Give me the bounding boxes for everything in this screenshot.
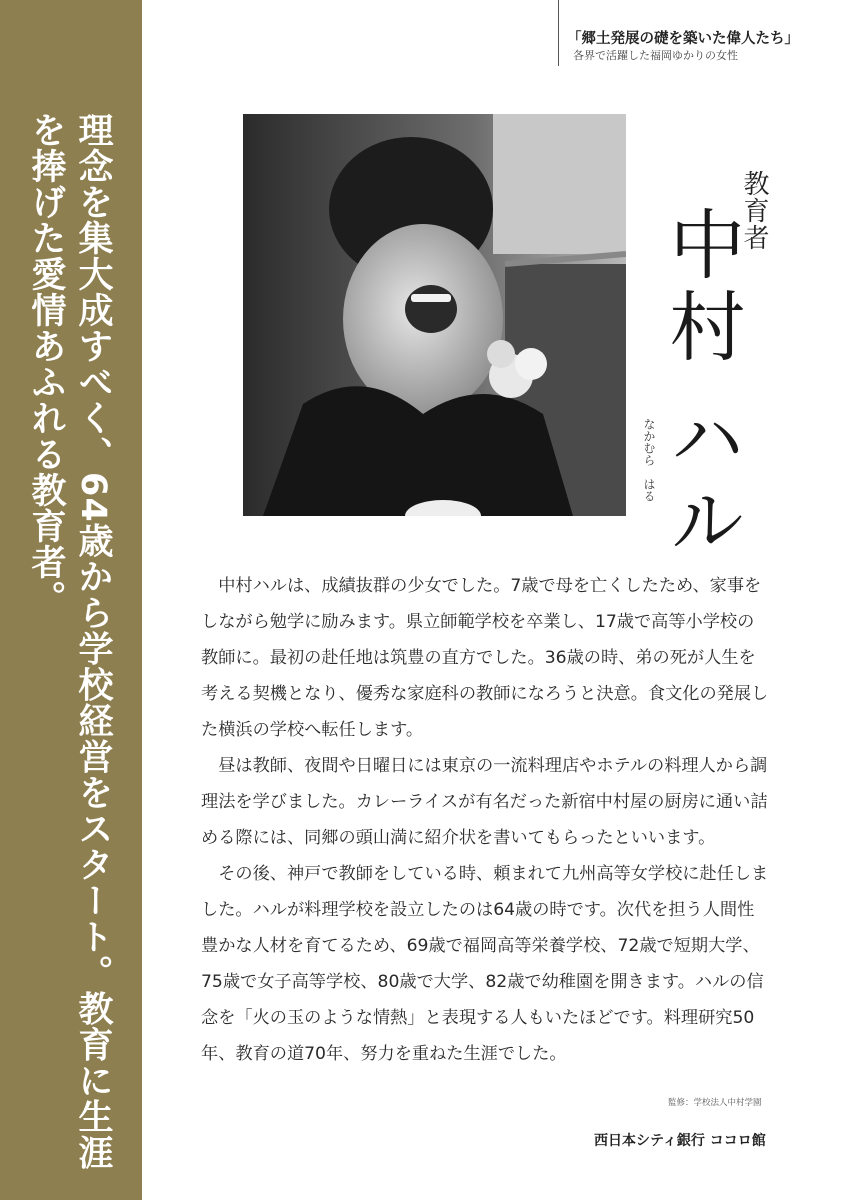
profile-name: 中村 ハル [657,205,746,564]
biography-paragraph: 昼は教師、夜間や日曜日には東京の一流料理店やホテルの料理人から調理法を学びました。カレーライスが有名だった新宿中村屋の厨房に通い詰める際には、同郷の頭山満に紹介状を書いてもらったといいます。 [201,756,768,848]
series-title: 「郷土発展の礎を築いた偉人たち」 [567,31,799,47]
biography-text [201,568,769,1072]
profile-role: 教育者 [739,170,769,251]
catchphrase: 理念を集大成すべく、64歳から学校経営をスタート。教育に生涯を捧げた愛情あふれる教育者。 [26,112,113,1171]
series-header [558,0,799,66]
biography-paragraph: 中村ハルは、成績抜群の少女でした。7歳で母を亡くしたため、家事をしながら勉学に励みます。県立師範学校を卒業し、17歳で高等小学校の教師に。最初の赴任地は筑豊の直方でした。36歳の時、弟の死が人生を考える契機となり、優秀な家庭科の教師になろうと決意。食文化の発展した横浜の学校へ転任します。 [201,576,769,740]
portrait-photo [243,114,626,516]
publisher-name: 西日本シティ銀行 ココロ館 [594,1133,766,1149]
biography-paragraph: その後、神戸で教師をしている時、頼まれて九州高等女学校に赴任しました。ハルが料理学校を設立したのは64歳の時です。次代を担う人間性豊かな人材を育てるため、69歳で福岡高等栄養学校、72歳で短期大学、75歳で女子高等学校、80歳で大学、82歳で幼稚園を開きます。ハルの信念を「火の玉のような情熱」と表現する人もいたほどです。料理研究50年、教育の道70年、努力を重ねた生涯でした。 [201,864,769,1064]
supervision-credit: 監修：学校法人中村学園 [668,1098,762,1108]
profile-reading: なかむら はる [642,418,656,502]
series-subtitle: 各界で活躍した福岡ゆかりの女性 [573,49,738,62]
